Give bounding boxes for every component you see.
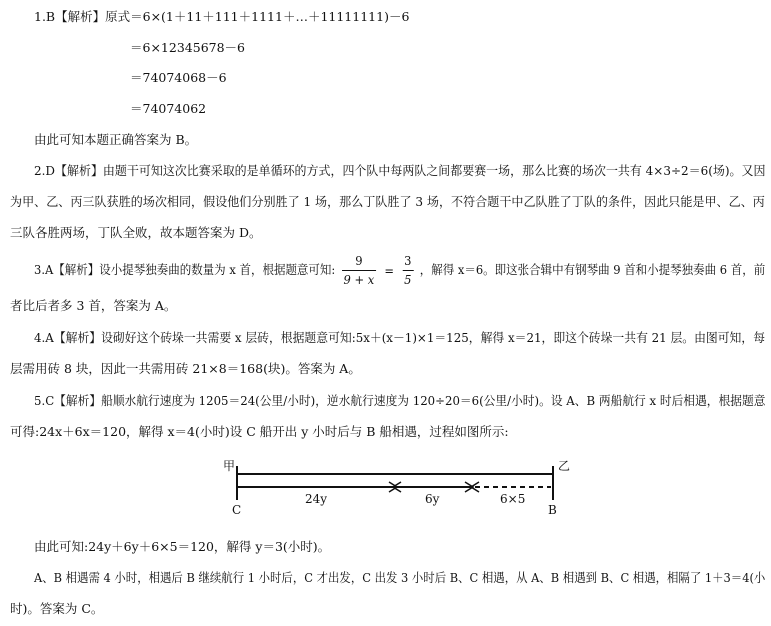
q1-line3: ＝74074068－6 (130, 70, 227, 85)
label-jia: 甲 (223, 459, 236, 473)
fraction1-numerator: 9 (342, 252, 376, 271)
q1-line2: ＝6×12345678－6 (130, 40, 246, 55)
fraction2-denominator: 5 (404, 272, 412, 287)
q4-line1: 4.A【解析】设砌好这个砖垛一共需要 x 层砖，根据题意可知:5x＋(x－1)×1＝125，解得 x＝21，即这个砖垛一共有 21 层。由图可知，每 (34, 330, 766, 345)
q3-line1 (34, 250, 765, 290)
q1-line4: ＝74074062 (130, 101, 207, 116)
fraction1-denominator: 9 + x (343, 272, 375, 287)
q5-line2: 可得:24x＋6x＝120，解得 x＝4(小时)设 C 船开出 y 小时后与 B 船相遇，过程如图所示: (10, 424, 509, 439)
q2-line3: 三队各胜两场，丁队全败，故本题答案为 D。 (10, 225, 262, 240)
q5-line1: 5.C【解析】船顺水航行速度为 1205＝24(公里/小时)，逆水航行速度为 120÷20＝6(公里/小时)。设 A、B 两船航行 x 时后相遇，根据题意 (34, 393, 766, 408)
q5-line5: 时)。答案为 C。 (10, 601, 104, 616)
q5-line3: 由此可知:24y＋6y＋6×5＝120，解得 y＝3(小时)。 (34, 539, 331, 554)
label-b: B (548, 503, 557, 517)
q2-line2: 为甲、乙、丙三队获胜的场次相同，假设他们分别胜了 1 场，那么丁队胜了 3 场，不符合题干中乙队胜了丁队的条件，因此只能是甲、乙、丙 (10, 194, 765, 209)
q1-conclusion: 由此可知本题正确答案为 B。 (34, 132, 198, 147)
label-c: C (232, 503, 242, 517)
fraction-3-over-5 (402, 252, 413, 289)
q2-line1: 2.D【解析】由题干可知这次比赛采取的是单循环的方式，四个队中每两队之间都要赛一场，那么比赛的场次一共有 4×3÷2＝6(场)。又因 (34, 163, 766, 178)
segment-label-24y: 24y (305, 492, 328, 506)
q3-post: ，解得 x＝6。即这张合辑中有钢琴曲 9 首和小提琴独奏曲 6 首，前 (419, 262, 766, 277)
fraction2-numerator: 3 (402, 252, 413, 271)
q5-line4: A、B 相遇需 4 小时，相遇后 B 继续航行 1 小时后，C 才出发，C 出发 3 小时后 B、C 相遇，从 A、B 相遇到 B、C 相遇，相隔了 1＋3＝4(小 (34, 570, 766, 585)
q4-line2: 层需用砖 8 块，因此一共需用砖 21×8＝168(块)。答案为 A。 (10, 361, 361, 376)
q1-line1: 1.B【解析】原式＝6×(1＋11＋111＋1111＋…＋11111111)－6 (34, 9, 410, 24)
segment-label-6y: 6y (425, 492, 440, 506)
q3-pre: 3.A【解析】设小提琴独奏曲的数量为 x 首，根据题意可知: (34, 262, 336, 277)
fraction-9-over-9-plus-x (342, 252, 376, 289)
equals-sign: = (384, 262, 395, 278)
q3-line2: 者比后者多 3 首，答案为 A。 (10, 298, 177, 313)
label-yi: 乙 (558, 459, 571, 473)
boat-meeting-diagram (215, 458, 585, 518)
segment-label-6x5: 6×5 (500, 492, 526, 506)
